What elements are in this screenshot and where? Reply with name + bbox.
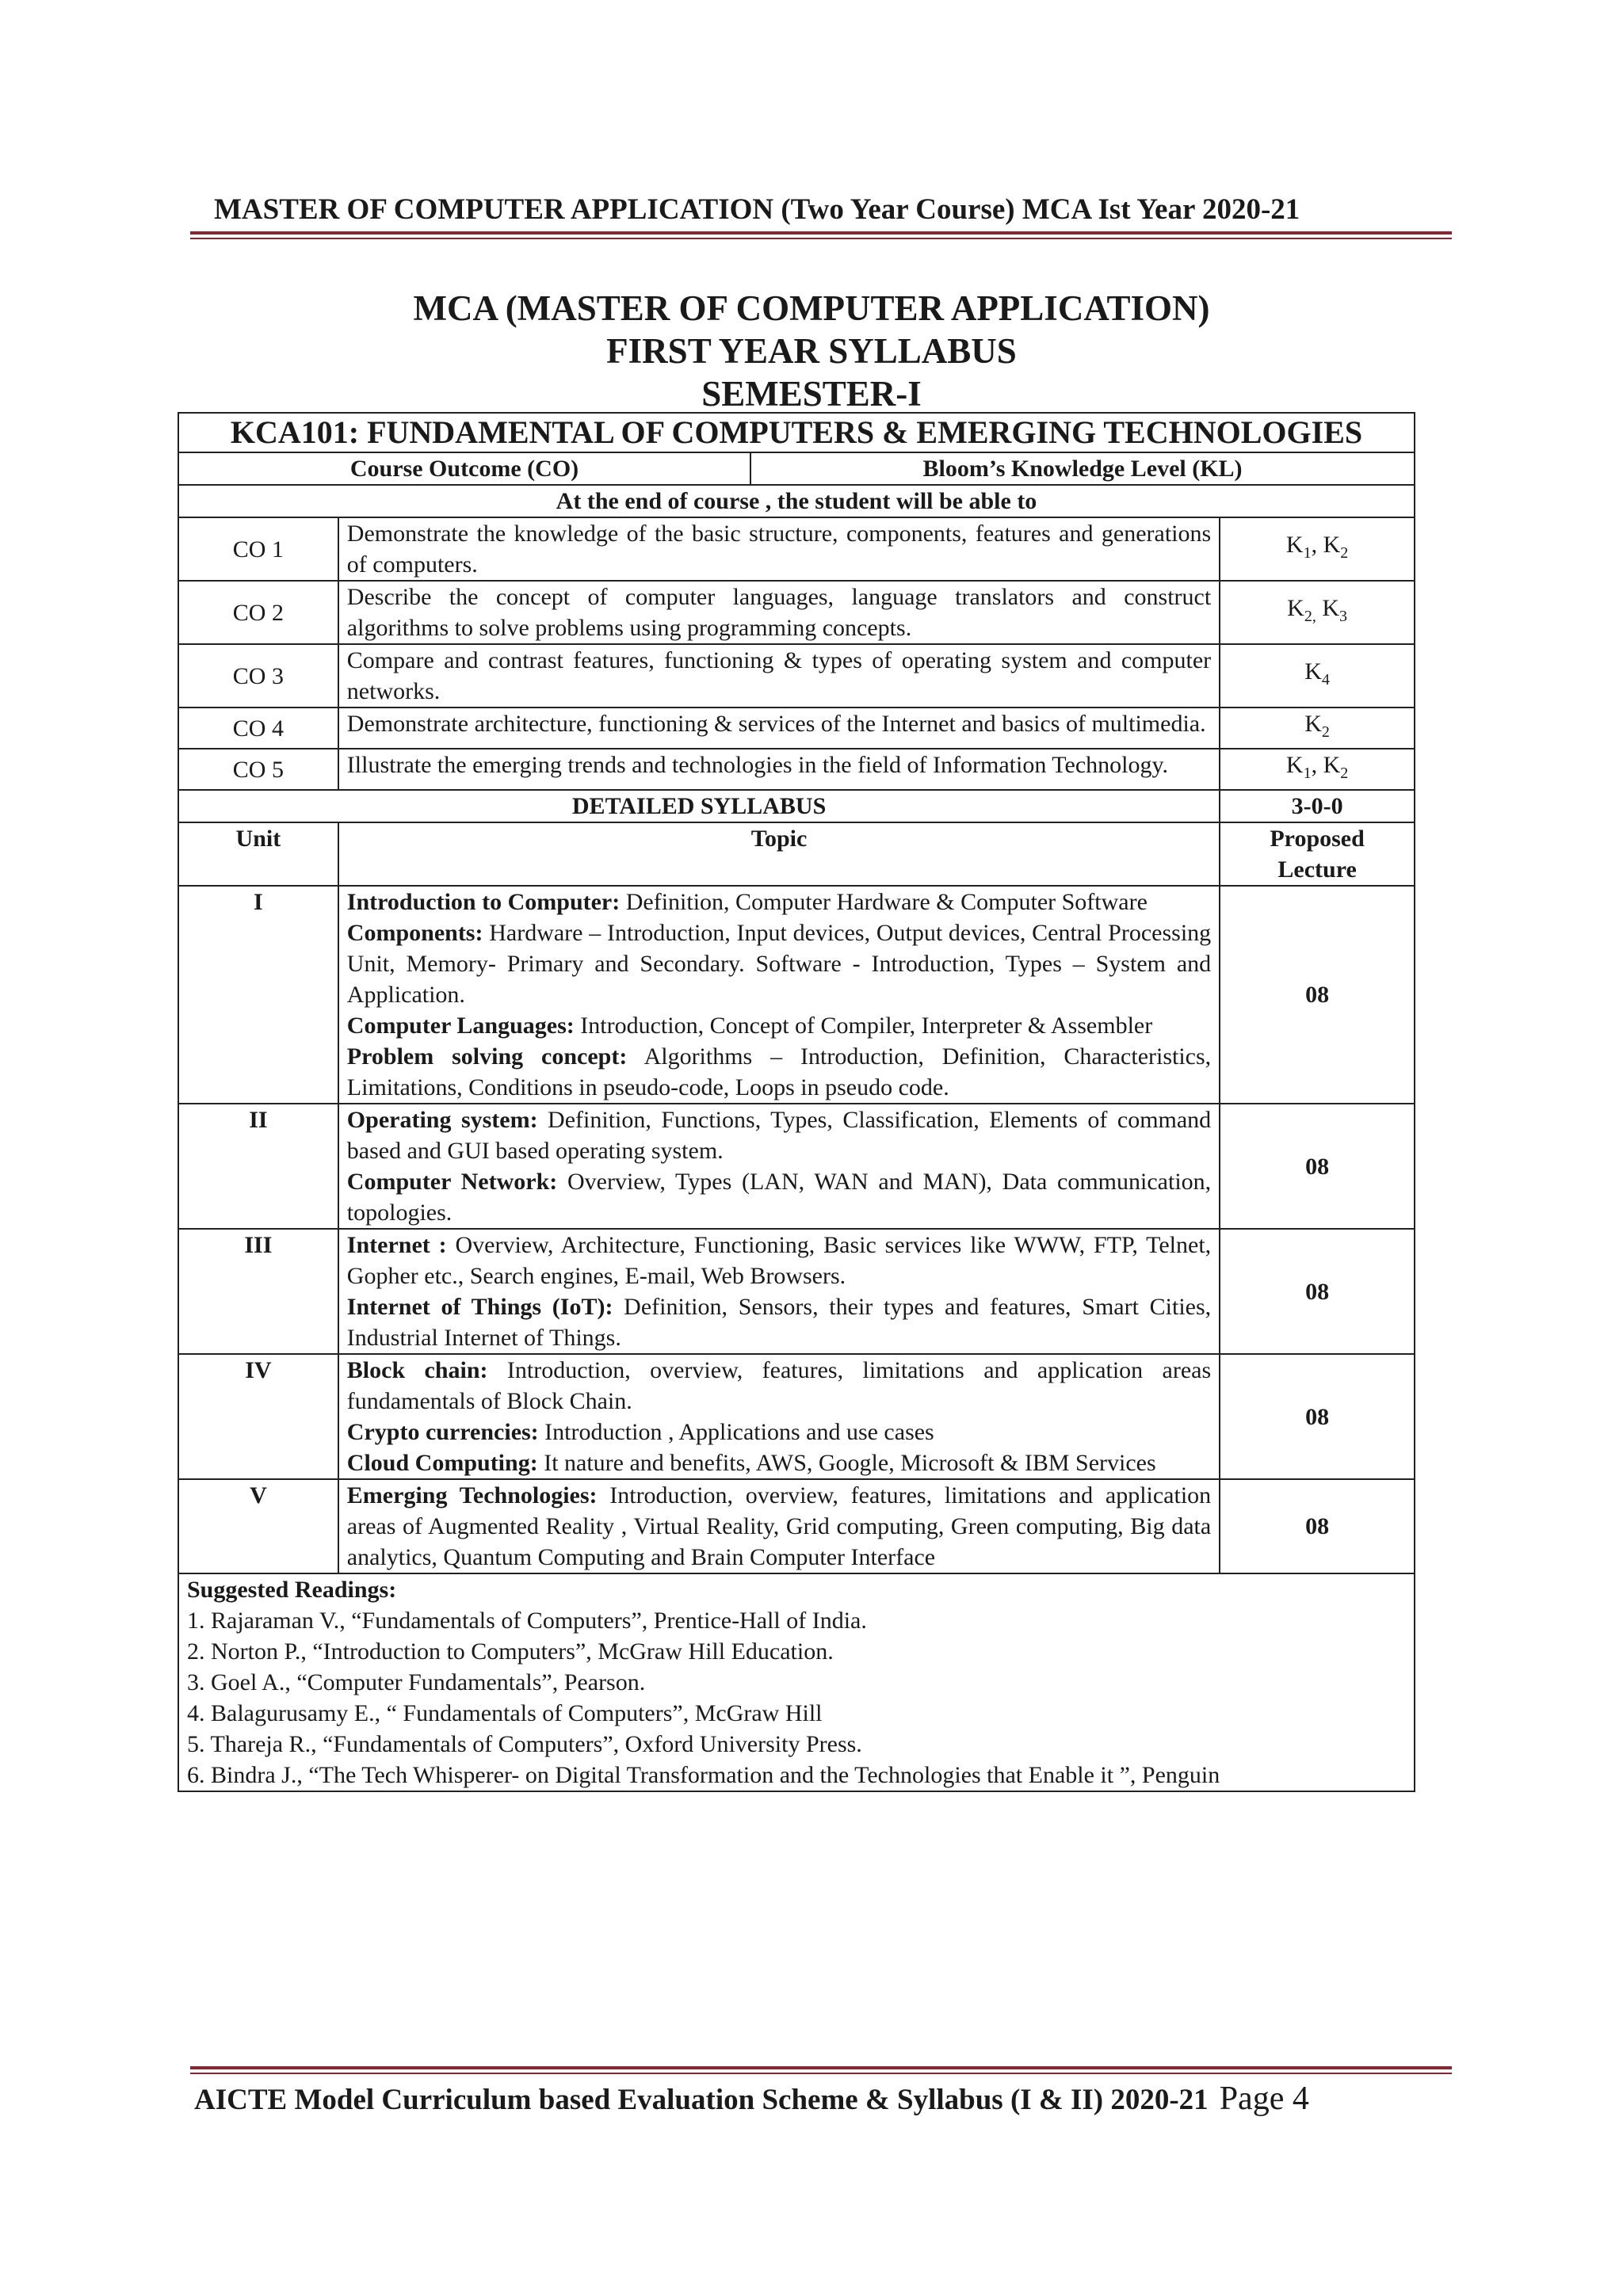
topic-entry [347, 887, 1211, 917]
topic-body: It nature and benefits, AWS, Google, Microsoft & IBM Services [537, 1450, 1156, 1476]
topic-entry [347, 917, 1211, 1010]
kl-kl-a: K [1285, 752, 1304, 778]
kl-column-header: Bloom’s Knowledge Level (KL) [750, 452, 1415, 485]
topic-heading: Block chain: [346, 1357, 488, 1383]
unit-row [178, 1354, 1415, 1479]
footer-rule [190, 2066, 1452, 2074]
topic-heading: Operating system: [346, 1107, 538, 1133]
kl-kl-a-sub: 4 [1321, 671, 1330, 688]
topic-entry [347, 1166, 1211, 1228]
co-code: CO 1 [178, 517, 338, 581]
kl-kl-a-sub: 2 [1321, 723, 1330, 741]
topic-body: Overview, Architecture, Functioning, Basic services like WWW, FTP, Telnet, Gopher etc., Search engines, E-mail, Web Browsers. [346, 1232, 1212, 1289]
kl-kl-a: K [1304, 658, 1322, 685]
topic-body: Introduction, Concept of Compiler, Interpreter & Assembler [574, 1013, 1153, 1039]
unit-row [178, 1479, 1415, 1573]
unit-lectures: 08 [1220, 1104, 1415, 1229]
topic-entry [347, 1041, 1211, 1103]
course-outcome-row [178, 749, 1415, 790]
topic-entry [347, 1417, 1211, 1447]
co-column-header: Course Outcome (CO) [178, 452, 750, 485]
kl-kl-a: K [1287, 595, 1304, 621]
unit-topics [338, 1354, 1220, 1479]
co-knowledge-level [1220, 749, 1415, 790]
topic-heading: Emerging Technologies: [346, 1482, 598, 1508]
topic-heading: Components: [346, 920, 483, 946]
co-knowledge-level [1220, 644, 1415, 707]
topic-heading: Internet : [346, 1232, 447, 1258]
unit-number: V [178, 1479, 338, 1573]
topic-body: Hardware – Introduction, Input devices, Output devices, Central Processing Unit, Memory- Primary and Secondary. Software - Introduction, Types – System and Application. [346, 920, 1212, 1008]
co-knowledge-level [1220, 707, 1415, 749]
suggested-readings [178, 1573, 1415, 1791]
unit-row [178, 1104, 1415, 1229]
unit-topics [338, 1229, 1220, 1354]
unit-row [178, 886, 1415, 1104]
reading-item: 6. Bindra J., “The Tech Whisperer- on Digital Transformation and the Technologies that Enable it ”, Penguin [187, 1762, 1220, 1788]
title-line-1: MCA (MASTER OF COMPUTER APPLICATION) [413, 288, 1210, 328]
lecture-column-header: Proposed Lecture [1220, 822, 1415, 886]
kl-kl-a-sub: 2, [1304, 608, 1316, 625]
topic-heading: Introduction to Computer: [346, 889, 621, 915]
topic-entry [347, 1104, 1211, 1166]
topic-heading: Problem solving concept: [346, 1043, 628, 1070]
unit-lectures: 08 [1220, 1229, 1415, 1354]
topic-body: Definition, Computer Hardware & Computer Software [620, 889, 1148, 915]
topic-heading: Cloud Computing: [346, 1450, 538, 1476]
topic-body: Introduction, overview, features, limitations and application areas of Augmented Reality , Virtual Reality, Grid computing, Green computing, Big data analytics, Quantum Computing and Brain Computer Interface [346, 1482, 1212, 1570]
topic-body: Definition, Functions, Types, Classification, Elements of command based and GUI based operating system. [346, 1107, 1212, 1164]
title-line-2: FIRST YEAR SYLLABUS [606, 331, 1017, 371]
co-description: Illustrate the emerging trends and technologies in the field of Information Technology. [338, 749, 1220, 790]
title-line-3: SEMESTER-I [701, 374, 922, 414]
syllabus-table [178, 412, 1415, 1792]
course-outcome-row [178, 581, 1415, 644]
unit-number: II [178, 1104, 338, 1229]
unit-topics [338, 886, 1220, 1104]
co-code: CO 5 [178, 749, 338, 790]
page-header-title: MASTER OF COMPUTER APPLICATION (Two Year Course) MCA Ist Year 2020-21 [214, 193, 1300, 226]
topic-body: Algorithms – Introduction, Definition, Characteristics, Limitations, Conditions in pseudo-code, Loops in pseudo code. [346, 1043, 1212, 1100]
kl-kl-a: K [1285, 532, 1304, 558]
kl-kl-sep: , K [1311, 532, 1341, 558]
topic-heading: Crypto currencies: [346, 1419, 539, 1445]
topic-column-header: Topic [338, 822, 1220, 886]
topic-entry [347, 1291, 1211, 1353]
readings-list [187, 1605, 1406, 1791]
topic-body: Introduction , Applications and use cases [538, 1419, 934, 1445]
footer-text: AICTE Model Curriculum based Evaluation Scheme & Syllabus (I & II) 2020-21 [194, 2084, 1209, 2116]
co-knowledge-level [1220, 517, 1415, 581]
reading-item: 3. Goel A., “Computer Fundamentals”, Pearson. [187, 1669, 646, 1695]
course-outcome-row [178, 517, 1415, 581]
unit-number: IV [178, 1354, 338, 1479]
unit-topics [338, 1104, 1220, 1229]
outcome-intro: At the end of course , the student will be able to [178, 485, 1415, 517]
topic-body: Definition, Sensors, their types and features, Smart Cities, Industrial Internet of Things. [346, 1294, 1212, 1351]
kl-kl-b-sub: 3 [1339, 608, 1347, 625]
topic-heading: Internet of Things (IoT): [346, 1294, 613, 1320]
topic-entry [347, 1230, 1211, 1291]
readings-title: Suggested Readings: [187, 1577, 397, 1603]
unit-lectures: 08 [1220, 1479, 1415, 1573]
reading-item: 2. Norton P., “Introduction to Computers”, McGraw Hill Education. [187, 1638, 834, 1665]
unit-lectures: 08 [1220, 886, 1415, 1104]
topic-entry [347, 1447, 1211, 1478]
co-description: Demonstrate architecture, functioning & services of the Internet and basics of multimedia. [338, 707, 1220, 749]
detailed-syllabus-label: DETAILED SYLLABUS [178, 790, 1220, 822]
kl-kl-b-sub: 2 [1340, 765, 1349, 782]
co-knowledge-level [1220, 581, 1415, 644]
co-description: Compare and contrast features, functioning & types of operating system and computer networks. [338, 644, 1220, 707]
ltp-value: 3-0-0 [1220, 790, 1415, 822]
unit-number: III [178, 1229, 338, 1354]
page-footer [194, 2080, 1309, 2118]
course-outcome-row [178, 644, 1415, 707]
course-title: KCA101: FUNDAMENTAL OF COMPUTERS & EMERGING TECHNOLOGIES [178, 413, 1415, 452]
topic-body: Introduction, overview, features, limitations and application areas fundamentals of Block Chain. [346, 1357, 1212, 1414]
co-code: CO 4 [178, 707, 338, 749]
kl-kl-a-sub: 1 [1303, 544, 1312, 562]
page-number: Page 4 [1219, 2081, 1309, 2117]
unit-row [178, 1229, 1415, 1354]
kl-kl-a-sub: 1 [1303, 765, 1312, 782]
kl-kl-b-sub: 2 [1340, 544, 1349, 562]
topic-entry [347, 1480, 1211, 1573]
syllabus-title-block [0, 287, 1623, 415]
co-code: CO 3 [178, 644, 338, 707]
kl-kl-sep: K [1316, 595, 1339, 621]
topic-heading: Computer Network: [346, 1169, 558, 1195]
co-description: Demonstrate the knowledge of the basic structure, components, features and generations of computers. [338, 517, 1220, 581]
course-outcome-row [178, 707, 1415, 749]
topic-heading: Computer Languages: [346, 1013, 575, 1039]
reading-item: 4. Balagurusamy E., “ Fundamentals of Computers”, McGraw Hill [187, 1700, 823, 1726]
unit-rows [178, 886, 1415, 1573]
course-outcome-rows [178, 517, 1415, 790]
reading-item: 5. Thareja R., “Fundamentals of Computers”, Oxford University Press. [187, 1731, 862, 1757]
kl-kl-a: K [1304, 711, 1322, 737]
co-code: CO 2 [178, 581, 338, 644]
reading-item: 1. Rajaraman V., “Fundamentals of Computers”, Prentice-Hall of India. [187, 1608, 867, 1634]
unit-topics [338, 1479, 1220, 1573]
co-description: Describe the concept of computer languages, language translators and construct algorithms to solve problems using programming concepts. [338, 581, 1220, 644]
unit-lectures: 08 [1220, 1354, 1415, 1479]
unit-number: I [178, 886, 338, 1104]
kl-kl-sep: , K [1311, 752, 1341, 778]
topic-entry [347, 1010, 1211, 1041]
topic-body: Overview, Types (LAN, WAN and MAN), Data communication, topologies. [346, 1169, 1212, 1226]
unit-column-header: Unit [178, 822, 338, 886]
header-rule [190, 231, 1452, 239]
topic-entry [347, 1355, 1211, 1417]
